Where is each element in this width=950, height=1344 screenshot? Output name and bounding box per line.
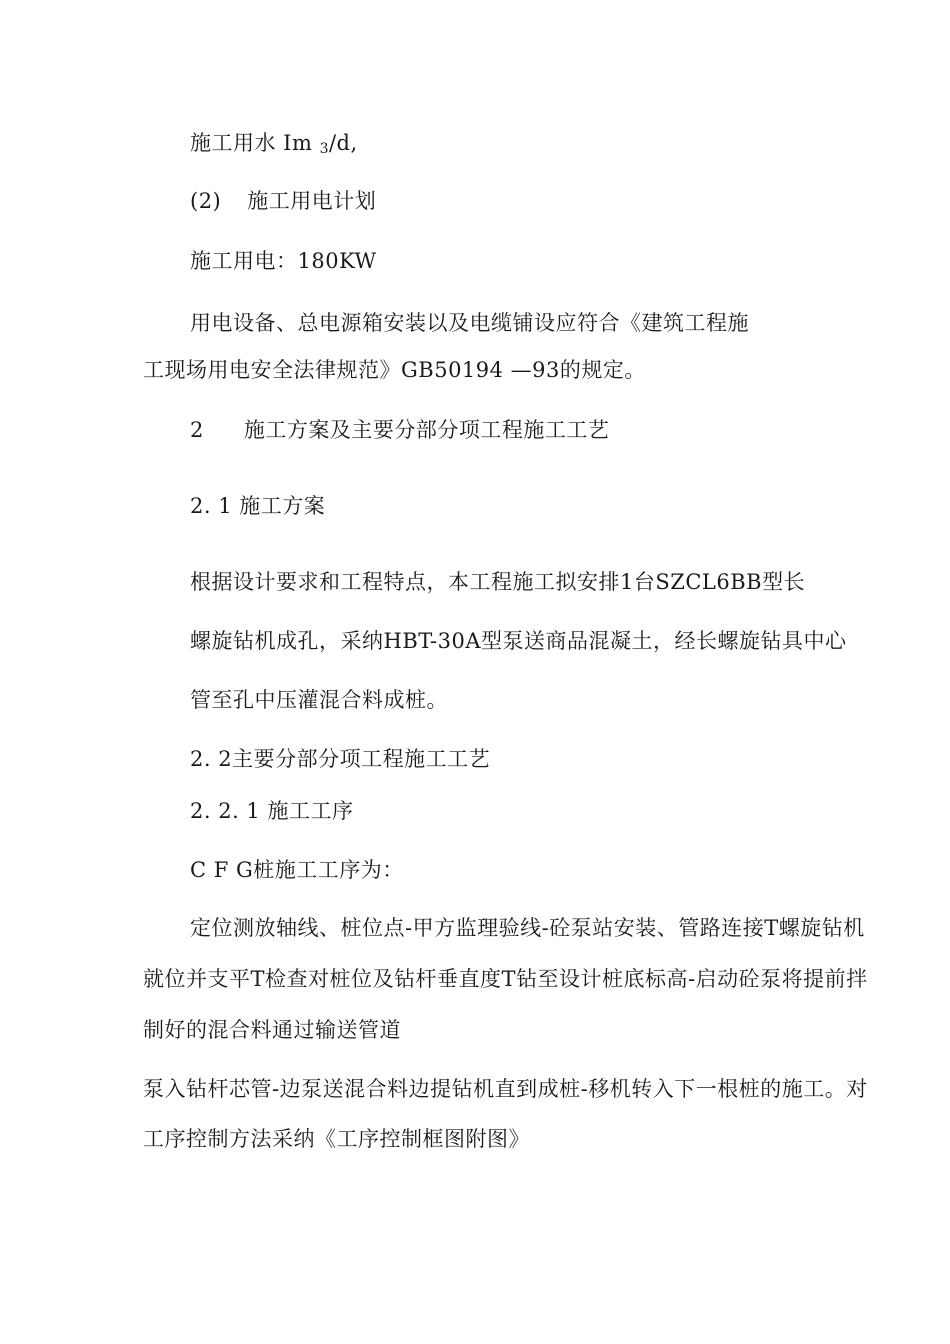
heading-text: 施工用电计划 bbox=[247, 189, 377, 213]
section-number: 2 bbox=[190, 418, 204, 442]
paragraph-line: 泵入钻杆芯管-边泵送混合料边提钻机直到成桩-移机转入下一根桩的施工。对 bbox=[143, 1077, 868, 1101]
paragraph-line: 管至孔中压灌混合料成桩。 bbox=[190, 688, 448, 712]
paragraph-line: 螺旋钻机成孔，采纳HBT-30A型泵送商品混凝土，经长螺旋钻具中心 bbox=[190, 629, 847, 653]
paragraph-line: 就位并支平T检查对桩位及钻杆垂直度T钻至设计桩底标高-启动砼泵将提前拌 bbox=[143, 967, 868, 991]
paragraph-line: 制好的混合料通过输送管道 bbox=[143, 1018, 401, 1042]
subsection-heading: 2. 2主要分部分项工程施工工艺 bbox=[190, 747, 491, 771]
water-usage-subscript: 3 bbox=[319, 141, 329, 157]
subsection-heading: 2. 1 施工方案 bbox=[190, 494, 326, 518]
paragraph-line: 用电设备、总电源箱安装以及电缆铺设应符合《建筑工程施 bbox=[190, 311, 749, 335]
paragraph-line: C F G桩施工工序为： bbox=[190, 858, 404, 882]
water-usage-line bbox=[190, 129, 358, 163]
section-heading bbox=[190, 416, 609, 444]
paragraph-line: 定位测放轴线、桩位点-甲方监理验线-砼泵站安装、管路连接T螺旋钻机 bbox=[190, 916, 865, 940]
water-usage-text: 施工用水 Im bbox=[190, 131, 320, 155]
heading-power-plan bbox=[190, 187, 376, 215]
paragraph-line: 工序控制方法采纳《工序控制框图附图》 bbox=[143, 1127, 530, 1151]
power-usage-line: 施工用电：180KW bbox=[190, 249, 377, 273]
subsubsection-heading: 2. 2. 1 施工工序 bbox=[190, 799, 354, 823]
section-title: 施工方案及主要分部分项工程施工工艺 bbox=[243, 418, 610, 442]
water-usage-unit: /d, bbox=[328, 131, 358, 155]
paragraph-line: 工现场用电安全法律规范》GB50194 —93的规定。 bbox=[143, 358, 646, 382]
paragraph-line: 根据设计要求和工程特点，本工程施工拟安排1台SZCL6BB型长 bbox=[190, 570, 806, 594]
heading-number: (2) bbox=[190, 189, 222, 213]
